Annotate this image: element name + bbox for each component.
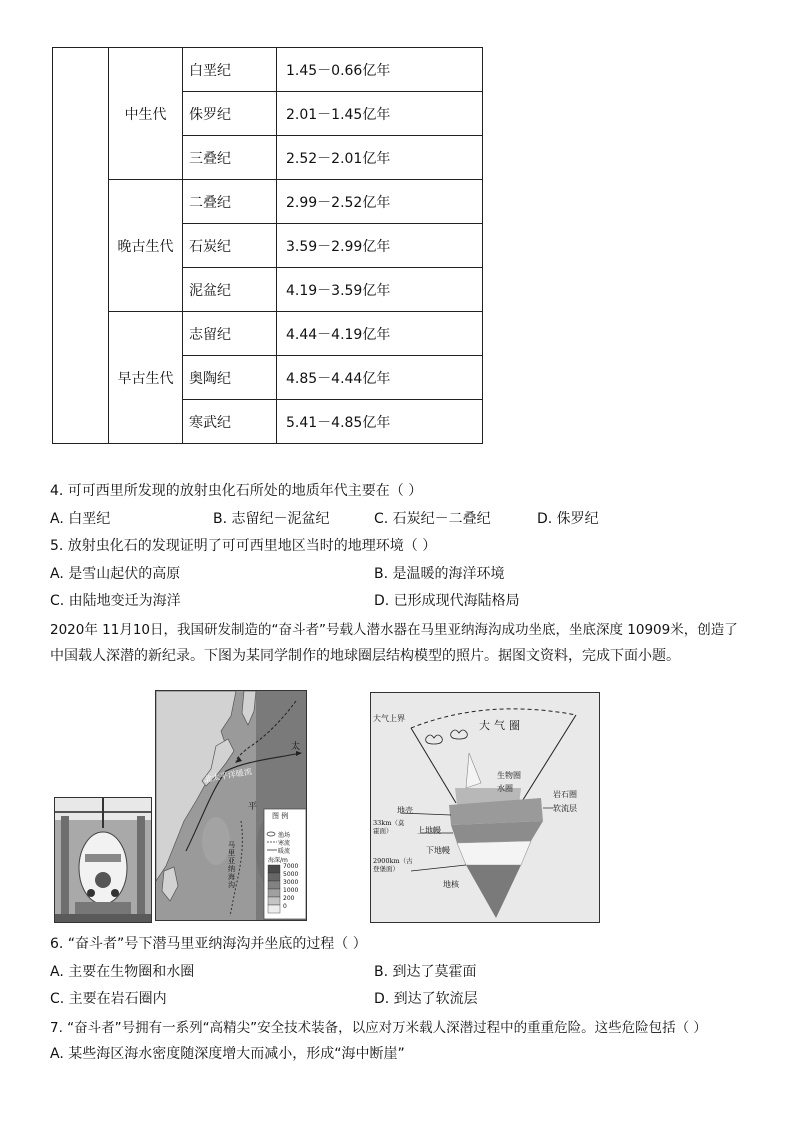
depth-label: 0	[283, 903, 287, 910]
q4-option-b[interactable]: B. 志留纪－泥盆纪	[213, 511, 330, 527]
label-asthenosphere: 软流层	[553, 804, 577, 813]
passage-line-2: 中国载人深潜的新纪录。下图为某同学制作的地球圈层结构模型的照片。据图文资料，完成下面小题。	[50, 648, 680, 664]
age-cell: 4.19－3.59亿年	[277, 268, 483, 312]
depth-swatch	[268, 865, 280, 873]
blank-column	[53, 48, 109, 444]
q5-option-a[interactable]: A. 是雪山起伏的高原	[50, 566, 181, 582]
q5-option-b[interactable]: B. 是温暖的海洋环境	[374, 566, 505, 582]
era-cell: 早古生代	[109, 312, 183, 444]
ocean-map	[155, 690, 307, 921]
label-moho: 33km（莫霍面）	[373, 819, 405, 835]
age-cell: 3.59－2.99亿年	[277, 224, 483, 268]
depth-swatch	[268, 905, 280, 913]
period-cell: 奥陶纪	[183, 356, 277, 400]
q6-option-b[interactable]: B. 到达了莫霍面	[374, 964, 477, 980]
label-biosphere: 生物圈	[497, 771, 521, 780]
period-cell: 泥盆纪	[183, 268, 277, 312]
era-cell: 中生代	[109, 48, 183, 180]
label-mariana-trench: 马里亚纳海沟	[228, 841, 235, 889]
period-cell: 石炭纪	[183, 224, 277, 268]
label-ping: 平	[248, 802, 258, 812]
passage-line-1: 2020年 11月10日，我国研发制造的“奋斗者”号载人潜水器在马里亚纳海沟成功坐底，坐底深度 10909米，创造了	[50, 622, 738, 638]
age-cell: 4.44－4.19亿年	[277, 312, 483, 356]
q4-option-a[interactable]: A. 白垩纪	[50, 511, 111, 527]
period-cell: 三叠纪	[183, 136, 277, 180]
table-row	[53, 312, 483, 356]
q5-option-c[interactable]: C. 由陆地变迁为海洋	[50, 593, 181, 609]
q7-stem: 7. “奋斗者”号拥有一系列“高精尖”安全技术装备，以应对万米载人深潜过程中的重重危险。这些危险包括（ ）	[50, 1020, 707, 1036]
legend-fishery: 渔场	[278, 832, 291, 839]
table-row	[53, 48, 483, 92]
label-hydrosphere: 水圈	[497, 784, 513, 793]
age-cell: 2.52－2.01亿年	[277, 136, 483, 180]
label-gutenberg: 2900km（古登堡面）	[373, 857, 413, 873]
period-cell: 志留纪	[183, 312, 277, 356]
q7-option-a[interactable]: A. 某些海区海水密度随深度增大而减小，形成“海中断崖”	[50, 1046, 405, 1062]
q5-stem: 5. 放射虫化石的发现证明了可可西里地区当时的地理环境（ ）	[50, 538, 437, 554]
depth-swatch	[268, 889, 280, 897]
period-cell: 寒武纪	[183, 400, 277, 444]
depth-label: 3000	[283, 879, 299, 886]
era-cell: 晚古生代	[109, 180, 183, 312]
table-row	[53, 180, 483, 224]
legend-warm-current: 暖流	[278, 848, 291, 855]
q6-stem: 6. “奋斗者”号下潜马里亚纳海沟并坐底的过程（ ）	[50, 936, 367, 952]
age-cell: 4.85－4.44亿年	[277, 356, 483, 400]
label-tai: 太	[291, 742, 301, 752]
geologic-time-table	[52, 47, 483, 444]
label-atmosphere: 大气圈	[479, 719, 524, 732]
earth-layer-model-photo	[370, 692, 600, 923]
q4-option-d[interactable]: D. 侏罗纪	[537, 511, 599, 527]
age-cell: 1.45－0.66亿年	[277, 48, 483, 92]
depth-label: 7000	[283, 863, 299, 870]
depth-swatch	[268, 873, 280, 881]
label-north-pacific-current: 北太平洋暖流	[203, 766, 253, 785]
period-cell: 侏罗纪	[183, 92, 277, 136]
q5-option-d[interactable]: D. 已形成现代海陆格局	[374, 593, 520, 609]
label-atmosphere-top: 大气上界	[373, 714, 405, 723]
depth-label: 5000	[283, 871, 299, 878]
label-lithosphere: 岩石圈	[553, 790, 577, 799]
depth-swatch	[268, 881, 280, 889]
age-cell: 2.99－2.52亿年	[277, 180, 483, 224]
period-cell: 二叠纪	[183, 180, 277, 224]
submersible-photo	[54, 797, 152, 923]
q6-option-a[interactable]: A. 主要在生物圈和水圈	[50, 964, 195, 980]
label-core: 地核	[443, 880, 459, 889]
depth-label: 1000	[283, 887, 299, 894]
legend-title: 图 例	[272, 812, 289, 820]
q6-option-c[interactable]: C. 主要在岩石圈内	[50, 991, 167, 1007]
q4-option-c[interactable]: C. 石炭纪－二叠纪	[374, 511, 491, 527]
period-cell: 白垩纪	[183, 48, 277, 92]
depth-title: 海深/m	[268, 857, 288, 864]
label-crust: 地壳	[397, 806, 413, 815]
age-cell: 5.41－4.85亿年	[277, 400, 483, 444]
depth-swatch	[268, 897, 280, 905]
legend-cold-current: 寒流	[278, 840, 291, 847]
label-lower-mantle: 下地幔	[426, 846, 450, 855]
q4-stem: 4. 可可西里所发现的放射虫化石所处的地质年代主要在（ ）	[50, 483, 423, 499]
q6-option-d[interactable]: D. 到达了软流层	[374, 991, 478, 1007]
label-upper-mantle: 上地幔	[417, 826, 441, 835]
depth-label: 200	[283, 895, 295, 902]
age-cell: 2.01－1.45亿年	[277, 92, 483, 136]
